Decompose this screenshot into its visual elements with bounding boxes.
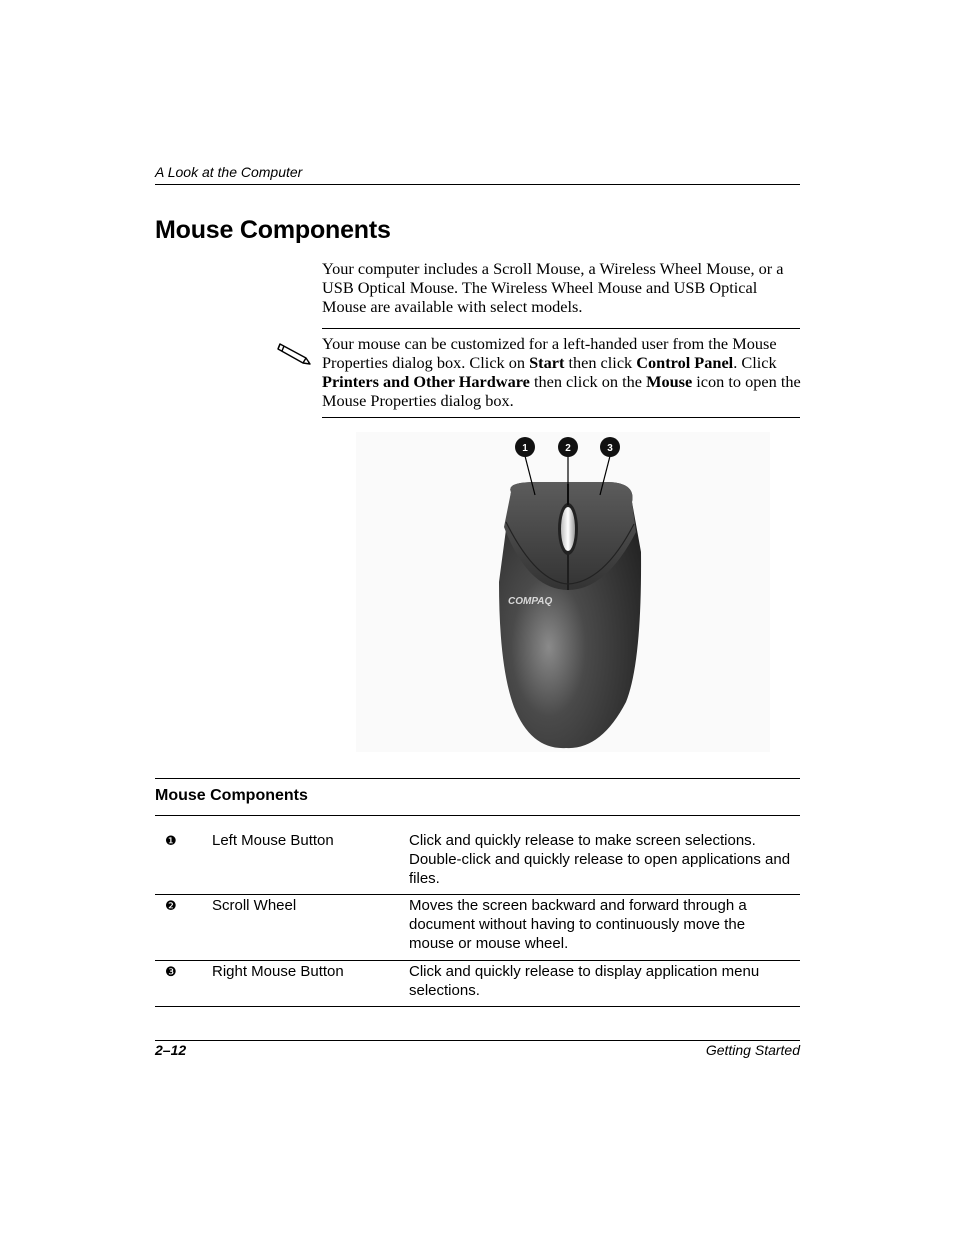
row-description: Moves the screen backward and forward through a document without having to continuously move the mouse or mouse wheel. [409,897,747,952]
svg-text:2: 2 [565,443,571,454]
row-description: Click and quickly release to display application menu selections. [409,963,760,999]
brand-logo: COMPAQ [508,596,553,607]
row-component: Scroll Wheel [212,897,297,914]
pencil-icon [276,338,316,366]
intro-paragraph: Your computer includes a Scroll Mouse, a Wireless Wheel Mouse, or a USB Optical Mouse. The Wireless Wheel Mouse and USB Optical Mouse are available with select models. [322,259,784,316]
row-number: ❷ [165,898,177,913]
table-top-rule [155,778,800,779]
footer-rule [155,1040,800,1041]
header-rule [155,184,800,185]
callout-2 [558,437,578,457]
row-number: ❸ [165,964,177,979]
row-component: Left Mouse Button [212,832,334,849]
mouse-illustration [356,432,770,752]
table-bottom-rule [155,1006,800,1007]
running-header: A Look at the Computer [155,164,303,180]
note-bottom-rule [322,417,800,418]
table-header-rule [155,815,800,816]
page-title: Mouse Components [155,216,391,244]
book-title: Getting Started [705,1042,800,1058]
table-title: Mouse Components [155,787,308,804]
row-divider [155,894,800,895]
callout-3 [600,437,620,457]
row-component: Right Mouse Button [212,963,344,980]
note-paragraph: Your mouse can be customized for a left-handed user from the Mouse Properties dialog box. Click on Start then click Control Panel. Click Printers and Other Hardware then click on the Mouse icon to open the Mouse Properties dialog box. [322,334,801,410]
row-number: ❶ [165,833,177,848]
svg-text:1: 1 [522,443,528,454]
note-top-rule [322,328,800,329]
row-description: Click and quickly release to make screen selections. Double-click and quickly release to open applications and files. [409,832,791,887]
row-divider [155,960,800,961]
svg-text:3: 3 [607,443,613,454]
page-number: 2–12 [155,1042,187,1058]
callout-1 [515,437,535,457]
